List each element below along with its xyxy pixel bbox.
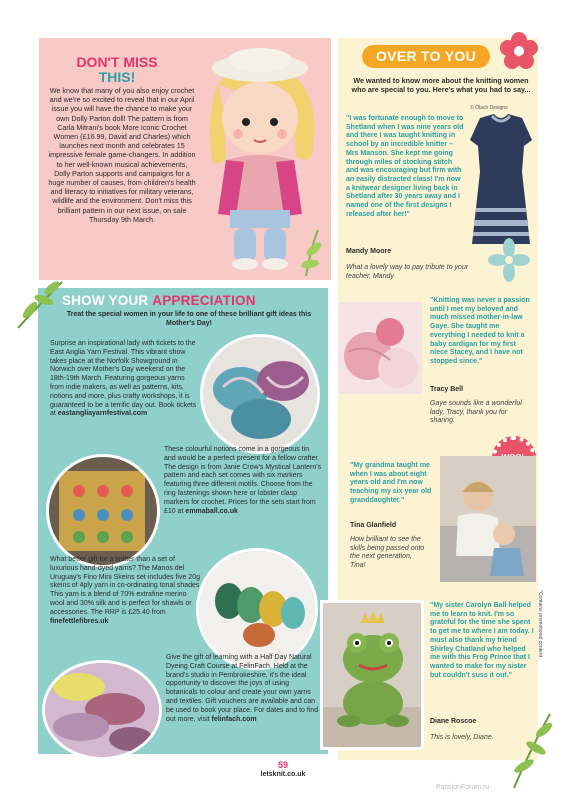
dont-miss-title-line1: DON'T MISS (76, 54, 158, 70)
leaf-sprig-icon (504, 710, 556, 790)
letter-reply: What a lovely way to pay tribute to your teacher, Mandy (346, 264, 469, 280)
natural-dyed-yarn-image (42, 660, 162, 760)
letter-quote: "I was fortunate enough to move to Shetland when I was nine years old and there I was taught knitting in school by an incredible knitter – Mrs Manson. She kept me going through miles of stocking stitch and was encouraging but firm with an easily distracted class! I'm now a knitwear designer living back in Shetland after 30 years away and I named one of the first designs I released after her!" (346, 115, 464, 218)
letter-quote: "My sister Carolyn Ball helped me to learn to knit. I'm so grateful for the time she spent to get me to where I am today. I must also thank my friend Shirley Chatland who helped me with this Frog Prince that I wanted to make for my sister but couldn't suss it out." (430, 602, 534, 679)
over-to-you-intro: We wanted to know more about the knitting women who are special to you. Here's what you had to say... (351, 76, 531, 94)
letter-name: Tina Glanfield (350, 522, 397, 529)
mini-skeins-image (196, 548, 318, 670)
gift-item-body: These colourful notions come in a gorgeous tin and would be a perfect present for a fellow crafter. The design is from Janie Crow's Mystical Lantern's pattern and each set comes with six markers featuring three different motifs. Choose from the ring fastenings shown here or lobster clasp markers for crochet. Prices for the sets start from £10 at (164, 446, 322, 515)
knitted-dress-image (466, 112, 536, 250)
gift-item-text (50, 340, 200, 419)
gift-item-link[interactable]: felinfach.com (211, 715, 257, 723)
grandmother-granddaughter-image (440, 456, 536, 582)
gift-item-link[interactable]: finefettlefibres.uk (50, 617, 109, 625)
dont-miss-title (62, 55, 172, 85)
letter-reply: How brilliant to see the skills being passed onto the next generation, Tina! (350, 536, 425, 570)
letter-quote: "Knitting was never a passion until I met my beloved and much missed mother-in-law Gaye. She taught me everything I needed to knit a baby cardigan for my first niece Stacey, and I have not stopped since." (430, 297, 530, 365)
promotional-note: *Contains promotional content (537, 590, 543, 657)
letter-reply: Gaye sounds like a wonderful lady, Tracy, thank you for sharing. (430, 400, 522, 425)
gift-item-body: What better gift for a knitter than a set of luxurious hand-dyed yarns? The Manos del Uruguay's Fino Mini Skeins set includes five 20g skeins of 4ply yarn in co-ordinating tonal shades. This yarn is a blend of 70% extrafine merino wool and 30% silk and is perfect for shawls or accessories. The RRP is £25.40 from (50, 556, 202, 616)
appreciation-title-part2: APPRECIATION (152, 293, 256, 308)
letter-reply: This is lovely, Diane. (430, 734, 494, 741)
frog-prince-image (320, 600, 424, 750)
hand-dyed-yarn-image (200, 334, 320, 454)
appreciation-intro: Treat the special women in your life to one of these brilliant gift ideas this Mother's Day! (66, 311, 312, 327)
dont-miss-title-line2: THIS! (98, 69, 136, 85)
gift-item-text (50, 556, 202, 626)
gift-item-text (164, 446, 322, 516)
dont-miss-body: We know that many of you also enjoy crochet and we're so excited to reveal that in our April issue you will have the chance to make your own Dolly Parton doll! The pattern is from Carla Mitrani's book More Iconic Crochet Women (£16.99, David and Charles) which launches next month and celebrates 15 impressive female game-changers. In addition to her well-known musical achievements, Dolly Parton supports and campaigns for a huge number of causes, from children's health and literacy to initiatives for military veterans, wildlife and the environment. Don't miss this brilliant pattern in our next issue, on sale Thursday 9th March. (48, 86, 196, 224)
watermark: PassionForum.ru (436, 784, 490, 791)
site-url[interactable]: letsknit.co.uk (260, 771, 306, 778)
appreciation-title-part1: SHOW YOUR (62, 293, 153, 308)
page-number: 59 (277, 760, 288, 770)
over-to-you-badge: OVER TO YOU (362, 45, 490, 68)
letter-name: Tracy Bell (430, 386, 464, 393)
gift-item-text (166, 654, 322, 724)
appreciation-title (62, 293, 324, 308)
gift-item-link[interactable]: eastangliayarnfestival.com (57, 410, 148, 418)
letter-name: Mandy Moore (346, 248, 392, 255)
snowflake-flower-icon (488, 238, 530, 282)
letter-quote: "My grandma taught me when I was about eight years old and I'm now teaching my six year old granddaughter." (350, 462, 432, 504)
stitch-markers-tin-image (46, 454, 160, 568)
yarn-balls-image (338, 302, 422, 394)
gift-item-body: Surprise an inspirational lady with tickets to the East Anglia Yarn Festival. This vibrant show takes place at the Norfolk Showground in Norwich over Mother's Day weekend on the 18th-19th March. Featuring gorgeous yarns from indie makers, as well as patterns, kits, notions and more, plus crafty workshops, it is guaranteed to be a terrific day out. Book tickets at (50, 340, 197, 418)
gift-item-link[interactable]: emmaball.co.uk (185, 507, 238, 515)
gift-item-body: Give the gift of learning with a Half Day Natural Dyeing Craft Course at FelinFach. Held at the brand's studio in Pembrokeshire, it's the ideal opportunity to discover the joys of using botanicals to colour and create your own yarns and textiles. Gift vouchers are available and can be used to book your place. For dates and to find out more, visit (166, 654, 319, 723)
flower-icon (500, 32, 538, 70)
dolly-doll-image (188, 44, 328, 276)
photo-credit: © Olach Designs (470, 105, 508, 111)
letter-name: Diane Roscoe (430, 718, 477, 725)
